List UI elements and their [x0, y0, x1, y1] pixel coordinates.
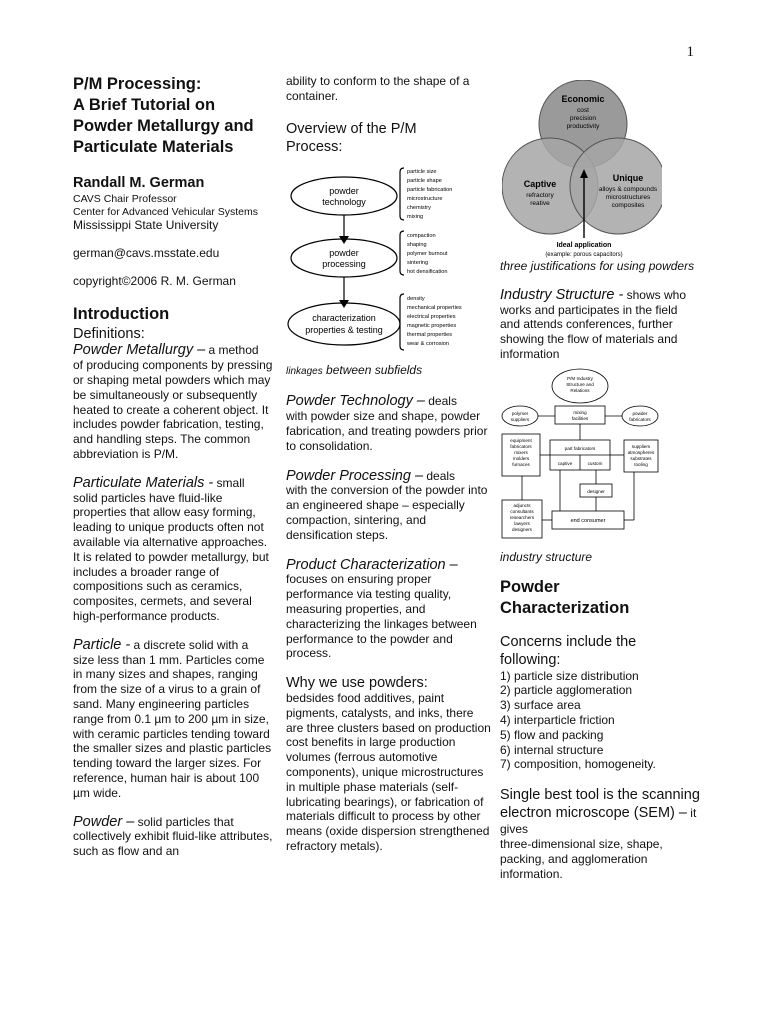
text: a method [205, 343, 259, 358]
author-name: Randall M. German [73, 175, 205, 191]
venn-captive-item: reative [530, 200, 550, 207]
venn-captive-item: refractory [526, 192, 554, 199]
pm-process-diagram [286, 162, 496, 362]
powder-definition [73, 815, 273, 859]
flow-suppliers-label: substrates [630, 455, 652, 461]
venn-caption: three justifications for using powders [500, 259, 695, 273]
text: with the conversion of the powder into an engineered shape – especially compaction, sintering, and densification steps. [286, 483, 488, 542]
list3-item: density [407, 295, 425, 302]
author-title: CAVS Chair Professor [73, 193, 177, 205]
overview-heading: Overview of the P/M Process: [286, 120, 417, 155]
title-line: A Brief Tutorial on [73, 96, 216, 114]
list1-item: particle size [407, 168, 437, 175]
flow-adjuncts-label: adjuncts [513, 502, 531, 508]
node-powder-fab [622, 406, 658, 426]
char-heading [500, 577, 700, 619]
sem-paragraph [500, 786, 700, 881]
flow-powder-fab-label: fabricators [629, 416, 651, 422]
flow-custom-label: custom [587, 460, 603, 466]
text: shows who [623, 287, 686, 302]
node2-label: powder [329, 247, 359, 258]
venn-economic-item: precision [569, 115, 597, 122]
flow-captive-label: captive [557, 460, 573, 466]
pt-definition [286, 394, 494, 453]
flow-part-fab-label: part fabricators [564, 445, 596, 451]
text: it gives [500, 806, 697, 837]
list-item: 1) particle size distribution [500, 668, 639, 683]
list1-item: chemistry [407, 204, 431, 211]
title-line: P/M Processing: [73, 75, 202, 93]
venn-unique-item: composites [611, 202, 645, 209]
author-email[interactable]: german@cavs.msstate.edu [73, 245, 220, 260]
concerns-list [500, 669, 700, 773]
pm-definition [73, 343, 273, 461]
term: Powder Processing – [286, 467, 424, 484]
node2-label: processing [322, 258, 366, 269]
text: works and participates in the field and attends conferences, further showing the flow of materials and information [500, 302, 678, 361]
venn-diagram [502, 80, 662, 260]
diagram-caption [286, 363, 494, 380]
text: with powder size and shape, powder fabrication, and treating powders prior to consolidation. [286, 409, 488, 453]
flow-polymer-label: suppliers [510, 416, 530, 422]
arrow-down-icon [339, 236, 349, 244]
list-item: 7) composition, homogeneity. [500, 757, 656, 772]
flow-adjuncts-label: designers [512, 526, 532, 532]
node-mixing [555, 406, 605, 424]
list-item: 2) particle agglomeration [500, 683, 633, 698]
list2-item: polymer burnout [407, 250, 448, 257]
flow-equipment-label: fabricators [510, 443, 532, 449]
term: Product Characterization – [286, 556, 458, 573]
arrow-down-icon [339, 300, 349, 308]
flow-designer-label: designer [587, 488, 605, 494]
term: Powder – [73, 813, 135, 830]
list3-item: thermal properties [407, 331, 453, 338]
flow-mixing-label: facilities [571, 415, 589, 421]
venn-unique-title: Unique [612, 173, 644, 183]
text: small [213, 475, 245, 490]
concerns-label: Concerns include the following: [500, 633, 637, 668]
flow-suppliers-label: tooling [634, 461, 648, 467]
list1-item: particle fabrication [407, 186, 453, 193]
venn-unique-item: alloys & compounds [598, 186, 658, 193]
list1-item: particle shape [407, 177, 442, 184]
text: solid particles have fluid-like properties that allow easy forming, leading to unique products often not available via alternative approaches. It is related to powder metallurgy, but includes a broader range of compositions such as ceramics, composites, cermets, and several high-performance products. [73, 490, 269, 623]
column-1 [73, 74, 273, 859]
venn-unique-item: microstructures [605, 194, 651, 201]
text: three-dimensional size, shape, packing, and agglomeration information. [500, 836, 663, 881]
flow-equipment-label: mixers [514, 449, 528, 455]
flow-equipment-label: furnaces [512, 461, 530, 467]
list3-item: magnetic properties [407, 322, 457, 329]
flow-suppliers-label: atmospheres [627, 449, 655, 455]
text: deals [423, 468, 456, 483]
flow-adjuncts-label: lawyers [514, 520, 530, 526]
flow-equipment-label: equipment [510, 437, 532, 443]
node-powder-processing [291, 239, 397, 277]
list3-item: electrical properties [407, 313, 456, 320]
list2-item: hot densification [407, 268, 448, 275]
flow-suppliers-label: suppliers [631, 443, 651, 449]
venn-ideal: Ideal application [556, 242, 612, 249]
title-line: Powder Metallurgy and [73, 117, 254, 135]
definitions-label: Definitions: [73, 326, 145, 343]
column-2 [286, 74, 494, 854]
node-polymer [502, 406, 538, 426]
list-item: 5) flow and packing [500, 727, 604, 742]
venn-economic-item: productivity [566, 123, 600, 130]
venn-economic-title: Economic [561, 94, 605, 104]
term: Powder Metallurgy – [73, 342, 206, 359]
flow-top-label: Relations [570, 387, 590, 393]
text: collectively exhibit fluid-like attributes, such as flow and an [73, 829, 273, 859]
pp-definition [286, 469, 494, 543]
term: Industry Structure - [500, 286, 624, 303]
list2-item: shaping [407, 241, 427, 248]
flow-adjuncts-label: consultants [510, 508, 534, 514]
list2-item: sintering [407, 259, 429, 266]
industry-caption: industry structure [500, 549, 593, 564]
page-number: 1 [686, 44, 694, 60]
list-item: 6) internal structure [500, 742, 604, 757]
term: Powder Technology – [286, 393, 425, 410]
flow-end-label: end consumer [570, 517, 606, 524]
copyright: copyright©2006 R. M. German [73, 273, 236, 288]
node1-label: powder [329, 185, 359, 196]
list3-item: wear & corrosion [407, 340, 449, 347]
heading-line: Powder [500, 577, 560, 596]
text: bedsides food additives, paint pigments, catalysts, and inks, there are three clusters based on production cost benefits in large production volumes (ferrous automotive components), unique microstructures in multiple phase materials (self-lubricating bearings), or fabrication of materials difficult to process by other means (oxide dispersion strengthened refractory metals). [286, 690, 491, 853]
industry-structure [500, 288, 700, 362]
intro-heading: Introduction [73, 305, 170, 324]
venn-captive-title: Captive [523, 179, 557, 189]
flow-mixing-label: mixing [573, 409, 587, 415]
venn-ideal-example: (example: porous capacitors) [545, 252, 623, 258]
heading-line: Characterization [500, 598, 630, 617]
text: focuses on ensuring proper performance via testing quality, measuring properties, and characterizing the linkages between performance to the powder and process. [286, 572, 477, 661]
term: Particle - [73, 636, 131, 653]
flow-polymer-label: polymer [511, 410, 529, 416]
continued-text: ability to conform to the shape of a container. [286, 74, 470, 103]
list2-item: compaction [407, 232, 436, 239]
caption-part: between subfields [322, 362, 423, 377]
list1-item: mixing [407, 213, 424, 220]
author-university: Mississippi State University [73, 218, 219, 232]
text: a discrete solid with a [130, 637, 249, 652]
venn-economic-item: cost [577, 107, 589, 114]
document-title [73, 74, 273, 158]
pc-definition [286, 558, 494, 662]
particle-definition [73, 638, 273, 801]
node3-label: properties & testing [305, 324, 383, 335]
flow-equipment-label: molders [512, 455, 530, 461]
author-affiliation: Center for Advanced Vehicular Systems [73, 205, 259, 218]
node-powder-technology [291, 177, 397, 215]
list1-item: microstructure [407, 195, 443, 202]
caption-part: linkages [286, 365, 323, 377]
why-heading: Why we use powders: [286, 675, 428, 692]
flow-top-label: Structure and [566, 381, 594, 387]
list3-item: mechanical properties [407, 304, 462, 311]
flow-top-label: P/M Industry [567, 375, 593, 381]
column-3 [500, 80, 700, 881]
pmat-definition [73, 476, 273, 624]
node1-label: technology [322, 196, 366, 207]
flow-adjuncts-label: researchers [509, 514, 535, 520]
sem-lead: Single best tool is the scanning electron microscope (SEM) – [500, 787, 700, 822]
node-characterization [288, 303, 400, 345]
term: Particulate Materials - [73, 474, 214, 491]
text: size less than 1 mm. Particles come in many sizes and shapes, ranging from the size of a virus to a grain of sand. Many engineering particles range from 0.1 µm to 200 µm in size, with ceramic particles tending toward the smaller sizes and plastic particles tending toward the larger sizes. For reference, human hair is about 100 µm wide. [73, 652, 272, 800]
list-item: 3) surface area [500, 698, 581, 713]
industry-structure-diagram [500, 368, 660, 548]
list-item: 4) interparticle friction [500, 712, 615, 727]
title-line: Particulate Materials [73, 138, 234, 156]
text: solid particles that [134, 814, 234, 829]
flow-powder-fab-label: powder [632, 410, 648, 416]
text: deals [424, 394, 457, 409]
text: of producing components by pressing or shaping metal powders which may be simultaneously or subsequently heated to create a coherent object. It includes powder fabrication, testing, and handling steps. The common abbreviation is P/M. [73, 358, 273, 461]
why-powders [286, 676, 494, 854]
node3-label: characterization [312, 312, 376, 323]
